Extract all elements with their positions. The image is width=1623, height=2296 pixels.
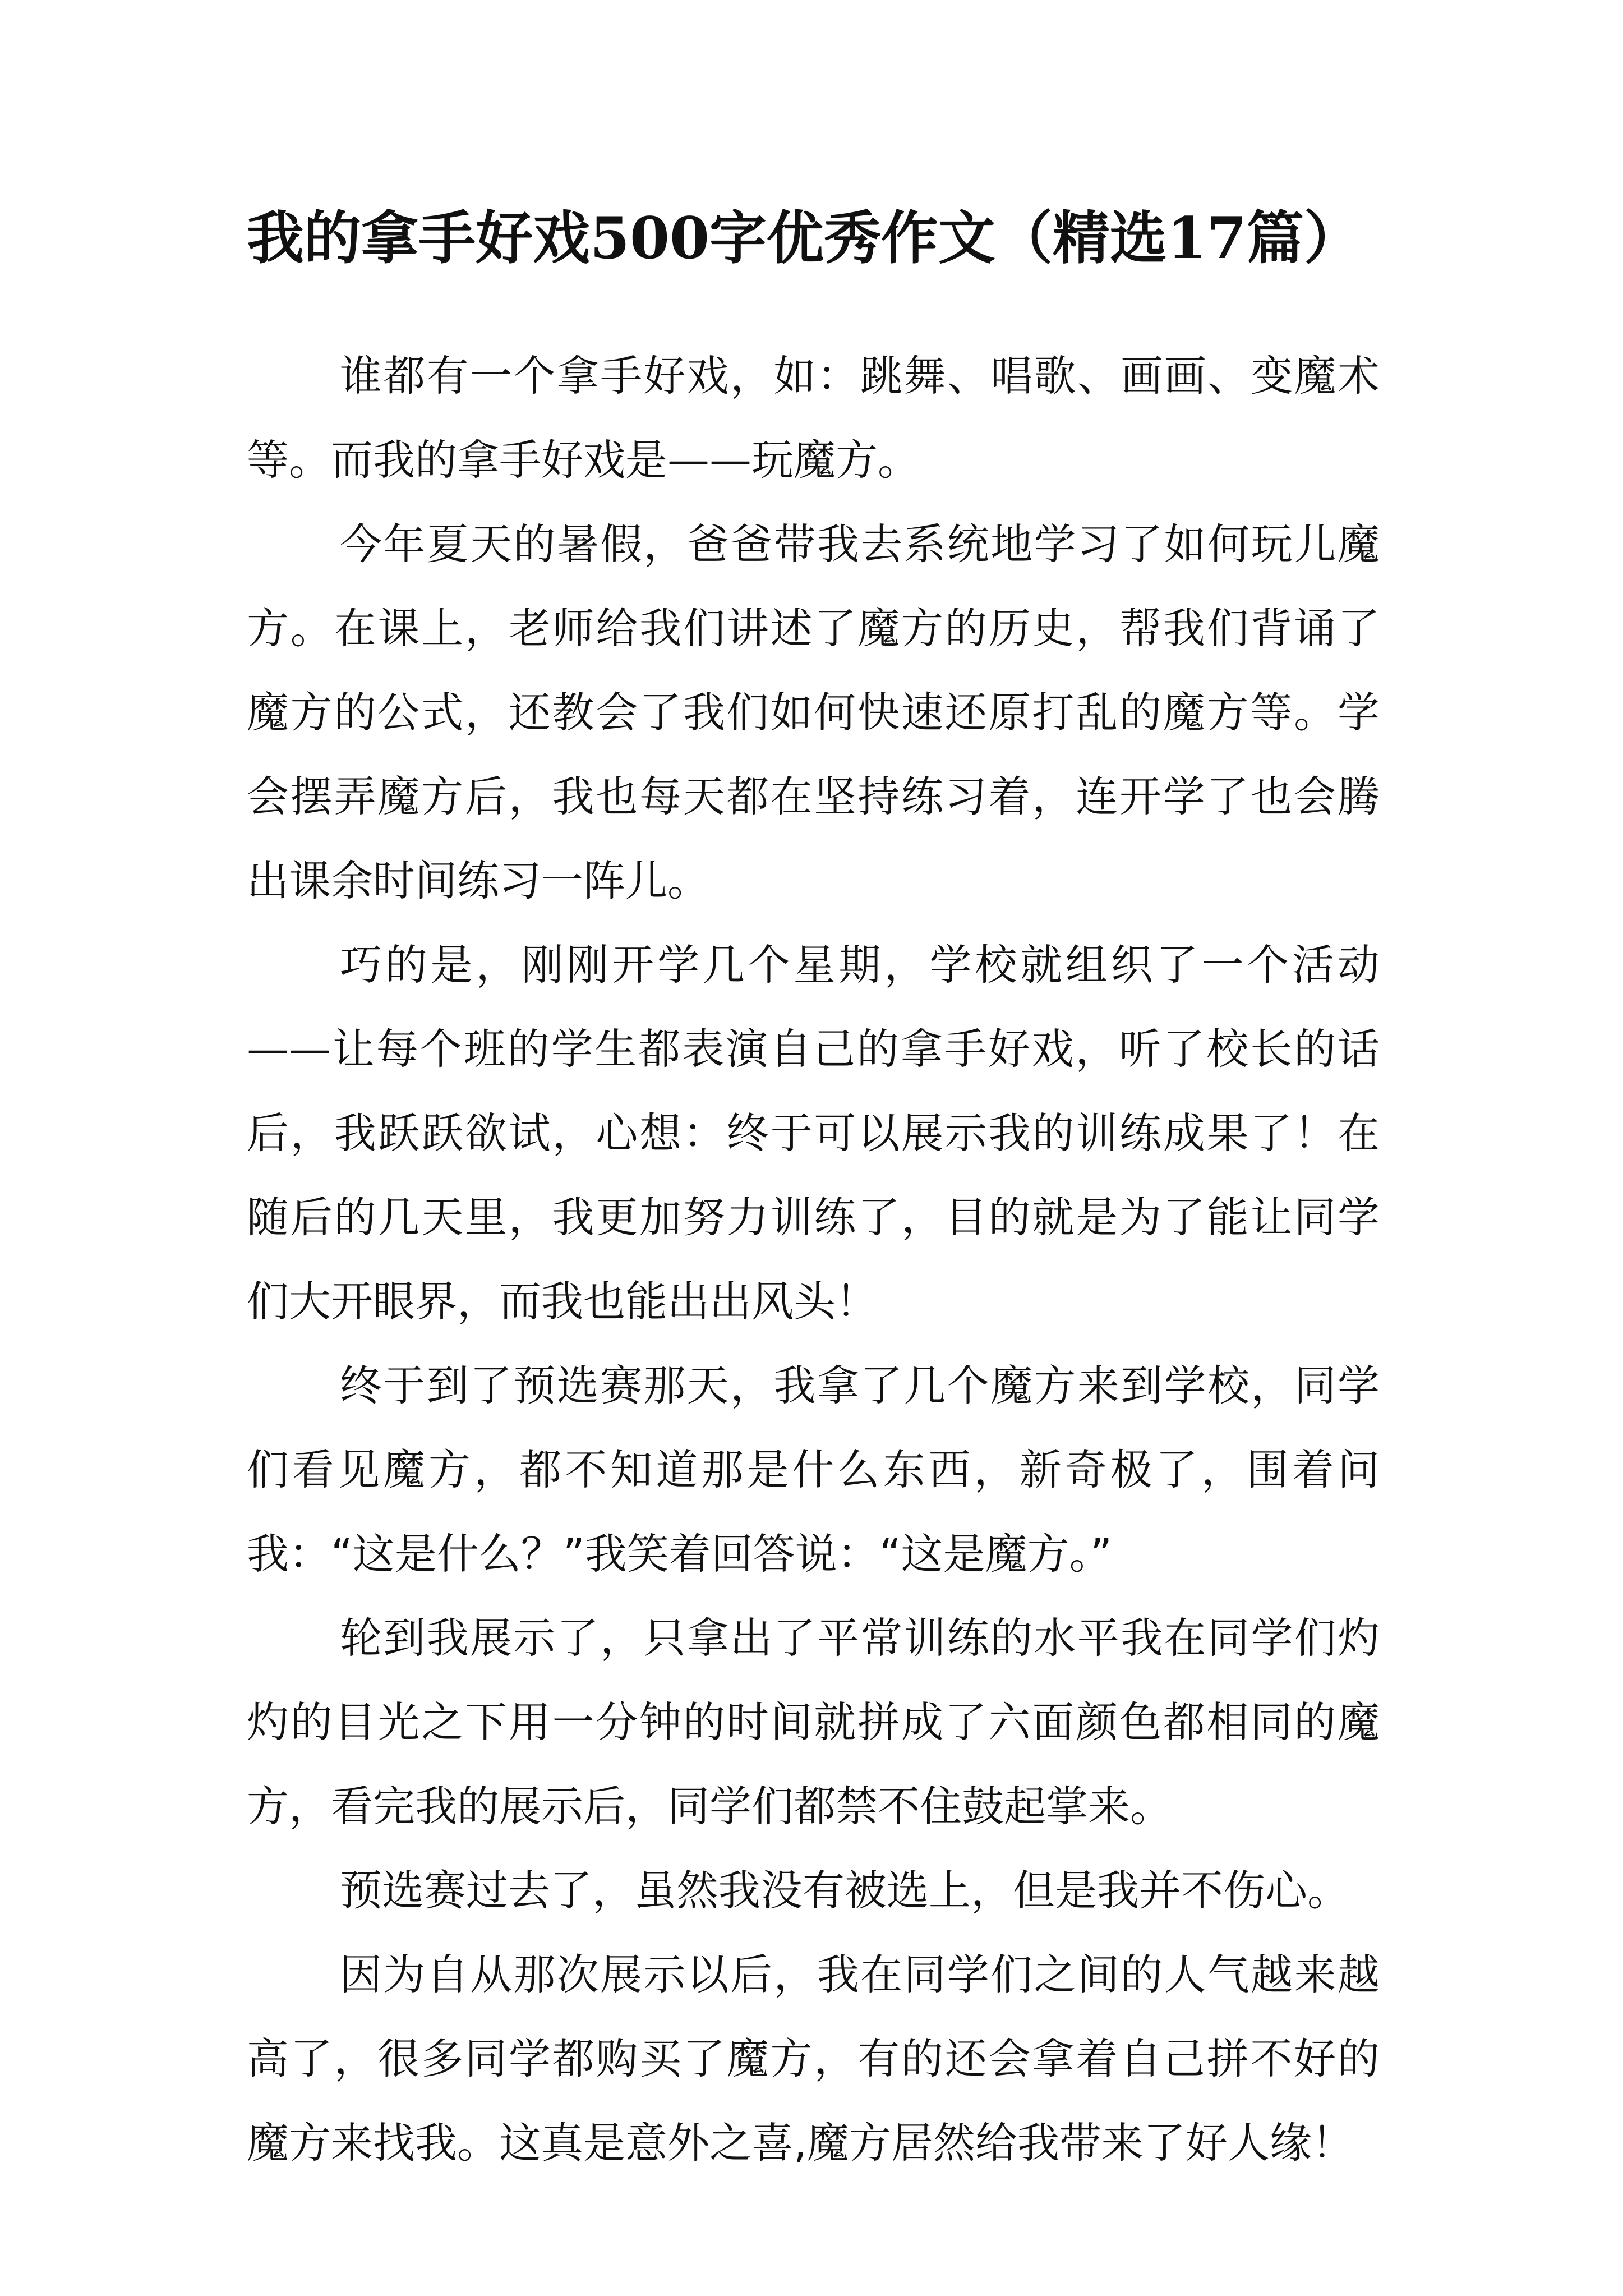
paragraph: 今年夏天的暑假，爸爸带我去系统地学习了如何玩儿魔方。在课上，老师给我们讲述了魔方的历史，帮我们背诵了魔方的公式，还教会了我们如何快速还原打乱的魔方等。学会摆弄魔方后，我也每天都在坚持练习着，连开学了也会腾出课余时间练习一阵儿。 — [247, 519, 1380, 905]
paragraph: 谁都有一个拿手好戏，如：跳舞、唱歌、画画、变魔术等。而我的拿手好戏是——玩魔方。 — [247, 351, 1380, 485]
document-body — [247, 334, 1380, 2185]
paragraph: 轮到我展示了，只拿出了平常训练的水平我在同学们灼灼的目光之下用一分钟的时间就拼成了六面颜色都相同的魔方，看完我的展示后，同学们都禁不住鼓起掌来。 — [247, 1613, 1380, 1831]
document-title: 我的拿手好戏500字优秀作文（精选17篇） — [247, 205, 1361, 272]
paragraph: 巧的是，刚刚开学几个星期，学校就组织了一个活动——让每个班的学生都表演自己的拿手好戏，听了校长的话后，我跃跃欲试，心想：终于可以展示我的训练成果了！在随后的几天里，我更加努力训练了，目的就是为了能让同学们大开眼界，而我也能出出风头！ — [247, 940, 1380, 1326]
paragraph: 预选赛过去了，虽然我没有被选上，但是我并不伤心。 — [340, 1866, 1350, 1915]
paragraph: 终于到了预选赛那天，我拿了几个魔方来到学校，同学们看见魔方，都不知道那是什么东西，新奇极了，围着问我：“这是什么？”我笑着回答说：“这是魔方。” — [247, 1361, 1380, 1579]
paragraph: 因为自从那次展示以后，我在同学们之间的人气越来越高了，很多同学都购买了魔方，有的还会拿着自己拼不好的魔方来找我。这真是意外之喜,魔方居然给我带来了好人缘！ — [247, 1950, 1380, 2168]
